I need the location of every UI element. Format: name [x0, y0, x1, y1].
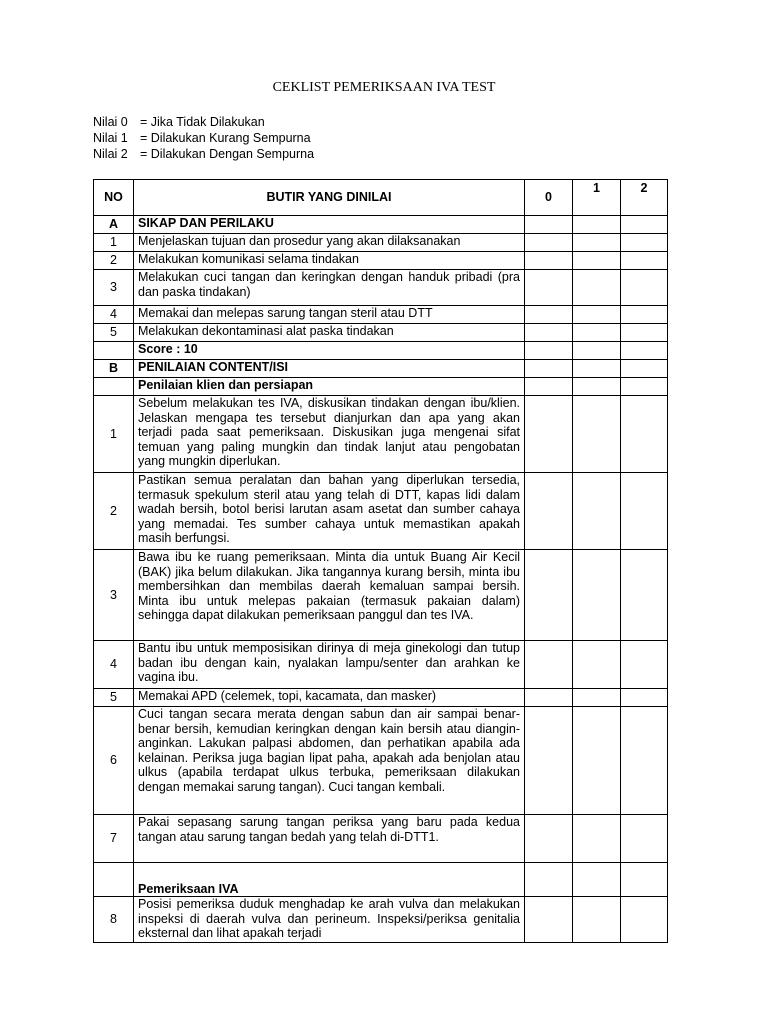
row-text: Sebelum melakukan tes IVA, diskusikan tindakan dengan ibu/klien. Jelaskan mengapa tes tersebut dianjurkan dan apa yang akan terjadi pada saat pemeriksaan. Diskusikan juga mengenai sifat temuan yang paling mungkin dan tindak lanjut atau pengobatan yang mungkin diperlukan.: [134, 396, 525, 473]
table-row: [94, 324, 668, 342]
score-cell-1[interactable]: [573, 473, 621, 550]
score-cell-2[interactable]: [621, 342, 668, 360]
score-cell-0[interactable]: [525, 815, 573, 863]
table-row: [94, 689, 668, 707]
table-row: [94, 234, 668, 252]
table-row: [94, 550, 668, 641]
score-cell-1[interactable]: [573, 252, 621, 270]
table-row: [94, 897, 668, 943]
row-text: Melakukan dekontaminasi alat paska tindakan: [134, 324, 525, 342]
score-cell-2[interactable]: [621, 234, 668, 252]
score-legend: [93, 114, 314, 162]
row-text: Melakukan komunikasi selama tindakan: [134, 252, 525, 270]
score-cell-0[interactable]: [525, 473, 573, 550]
section-row: [94, 216, 668, 234]
score-cell-2[interactable]: [621, 689, 668, 707]
score-cell-1[interactable]: [573, 270, 621, 306]
score-cell-2[interactable]: [621, 252, 668, 270]
score-cell-0[interactable]: [525, 234, 573, 252]
score-cell-1[interactable]: [573, 707, 621, 815]
table-row: [94, 270, 668, 306]
legend-value: = Jika Tidak Dilakukan: [140, 115, 265, 129]
score-cell-0[interactable]: [525, 360, 573, 378]
legend-key: Nilai 1: [93, 131, 128, 145]
score-cell-2[interactable]: [621, 396, 668, 473]
score-cell-2[interactable]: [621, 270, 668, 306]
row-no: 8: [94, 897, 134, 943]
row-no-empty: [94, 378, 134, 396]
score-cell-0[interactable]: [525, 641, 573, 689]
header-score-0: 0: [525, 180, 573, 216]
row-no: 4: [94, 641, 134, 689]
row-no: 2: [94, 252, 134, 270]
score-cell-1[interactable]: [573, 550, 621, 641]
header-score-2: 2: [621, 180, 668, 216]
score-cell-0[interactable]: [525, 324, 573, 342]
score-cell-2[interactable]: [621, 324, 668, 342]
legend-row: [93, 114, 314, 130]
row-text: Cuci tangan secara merata dengan sabun dan air sampai benar-benar bersih, kemudian keringkan dengan kain bersih atau diangin-anginkan. Lakukan palpasi abdomen, dan perhatikan apabila ada kelainan. Periksa juga bagian lipat paha, apakah ada benjolan atau ulkus (apabila terdapat ulkus terbuka, pemeriksaan dilakukan dengan memakai sarung tangan). Cuci tangan kembali.: [134, 707, 525, 815]
score-cell-0[interactable]: [525, 306, 573, 324]
score-cell-1[interactable]: [573, 324, 621, 342]
section-no: A: [94, 216, 134, 234]
subsection-title: Penilaian klien dan persiapan: [134, 378, 525, 396]
score-cell-1[interactable]: [573, 689, 621, 707]
row-text: Menjelaskan tujuan dan prosedur yang akan dilaksanakan: [134, 234, 525, 252]
row-no: 3: [94, 270, 134, 306]
score-cell-1[interactable]: [573, 863, 621, 897]
section-title: SIKAP DAN PERILAKU: [134, 216, 525, 234]
score-cell-1[interactable]: [573, 342, 621, 360]
row-no-empty: [94, 342, 134, 360]
row-text: Memakai dan melepas sarung tangan steril atau DTT: [134, 306, 525, 324]
score-cell-2[interactable]: [621, 815, 668, 863]
score-cell-0[interactable]: [525, 216, 573, 234]
score-cell-0[interactable]: [525, 863, 573, 897]
row-no: 6: [94, 707, 134, 815]
subsection-row: [94, 863, 668, 897]
section-row: [94, 360, 668, 378]
score-cell-1[interactable]: [573, 360, 621, 378]
header-no: NO: [94, 180, 134, 216]
score-cell-2[interactable]: [621, 863, 668, 897]
section-title: PENILAIAN CONTENT/ISI: [134, 360, 525, 378]
row-no-empty: [94, 863, 134, 897]
score-cell-2[interactable]: [621, 216, 668, 234]
section-no: B: [94, 360, 134, 378]
table-row: [94, 707, 668, 815]
row-text: Melakukan cuci tangan dan keringkan dengan handuk pribadi (pra dan paska tindakan): [134, 270, 525, 306]
score-cell-0[interactable]: [525, 270, 573, 306]
score-cell-2[interactable]: [621, 360, 668, 378]
score-cell-0[interactable]: [525, 378, 573, 396]
row-no: 3: [94, 550, 134, 641]
row-no: 2: [94, 473, 134, 550]
table-row: [94, 306, 668, 324]
table-row: [94, 252, 668, 270]
score-cell-0[interactable]: [525, 252, 573, 270]
row-no: 7: [94, 815, 134, 863]
score-cell-2[interactable]: [621, 306, 668, 324]
row-text: Memakai APD (celemek, topi, kacamata, dan masker): [134, 689, 525, 707]
legend-value: = Dilakukan Dengan Sempurna: [140, 147, 315, 161]
score-cell-2[interactable]: [621, 550, 668, 641]
score-cell-0[interactable]: [525, 550, 573, 641]
score-cell-0[interactable]: [525, 342, 573, 360]
score-cell-1[interactable]: [573, 815, 621, 863]
document-title: CEKLIST PEMERIKSAAN IVA TEST: [272, 80, 496, 95]
score-cell-1[interactable]: [573, 641, 621, 689]
row-no: 1: [94, 396, 134, 473]
subsection-title: Pemeriksaan IVA: [134, 863, 525, 897]
header-item: BUTIR YANG DINILAI: [134, 180, 525, 216]
table-row: [94, 473, 668, 550]
row-text: Pastikan semua peralatan dan bahan yang diperlukan tersedia, termasuk spekulum steril atau yang telah di DTT, kapas lidi dalam wadah bersih, botol berisi larutan asam asetat dan sumber cahaya yang memadai. Tes sumber cahaya untuk memastikan apakah masih berfungsi.: [134, 473, 525, 550]
subsection-row: [94, 378, 668, 396]
score-cell-0[interactable]: [525, 396, 573, 473]
legend-row: [93, 146, 314, 162]
score-cell-1[interactable]: [573, 234, 621, 252]
score-cell-2[interactable]: [621, 641, 668, 689]
section-score: Score : 10: [134, 342, 525, 360]
checklist-table: [93, 179, 668, 943]
score-cell-0[interactable]: [525, 707, 573, 815]
legend-value: = Dilakukan Kurang Sempurna: [140, 131, 311, 145]
row-text: Bawa ibu ke ruang pemeriksaan. Minta dia untuk Buang Air Kecil (BAK) jika belum dilakukan. Jika tangannya kurang bersih, minta ibu membersihkan dan membilas daerah kemaluan sampai bersih. Minta ibu untuk melepas pakaian (termasuk pakaian dalam) sehingga dapat dilakukan pemeriksaan panggul dan tes IVA.: [134, 550, 525, 641]
score-cell-2[interactable]: [621, 473, 668, 550]
score-cell-2[interactable]: [621, 707, 668, 815]
score-cell-1[interactable]: [573, 216, 621, 234]
table-header-row: [94, 180, 668, 216]
score-cell-1[interactable]: [573, 306, 621, 324]
score-cell-0[interactable]: [525, 689, 573, 707]
row-text: Bantu ibu untuk memposisikan dirinya di meja ginekologi dan tutup badan ibu dengan kain, nyalakan lampu/senter dan arahkan ke vagina ibu.: [134, 641, 525, 689]
row-text: Posisi pemeriksa duduk menghadap ke arah vulva dan melakukan inspeksi di daerah vulva dan perineum. Inspeksi/periksa genitalia eksternal dan lihat apakah terjadi: [134, 897, 525, 943]
row-no: 4: [94, 306, 134, 324]
legend-key: Nilai 2: [93, 147, 128, 161]
table-row: [94, 815, 668, 863]
score-cell-1[interactable]: [573, 396, 621, 473]
row-text: Pakai sepasang sarung tangan periksa yang baru pada kedua tangan atau sarung tangan bedah yang telah di-DTT1.: [134, 815, 525, 863]
row-no: 5: [94, 689, 134, 707]
legend-key: Nilai 0: [93, 115, 128, 129]
header-score-1: 1: [573, 180, 621, 216]
score-cell-1[interactable]: [573, 897, 621, 943]
row-no: 1: [94, 234, 134, 252]
score-row: [94, 342, 668, 360]
legend-row: [93, 130, 314, 146]
score-cell-0[interactable]: [525, 897, 573, 943]
table-row: [94, 396, 668, 473]
row-no: 5: [94, 324, 134, 342]
table-row: [94, 641, 668, 689]
score-cell-2[interactable]: [621, 378, 668, 396]
score-cell-1[interactable]: [573, 378, 621, 396]
score-cell-2[interactable]: [621, 897, 668, 943]
